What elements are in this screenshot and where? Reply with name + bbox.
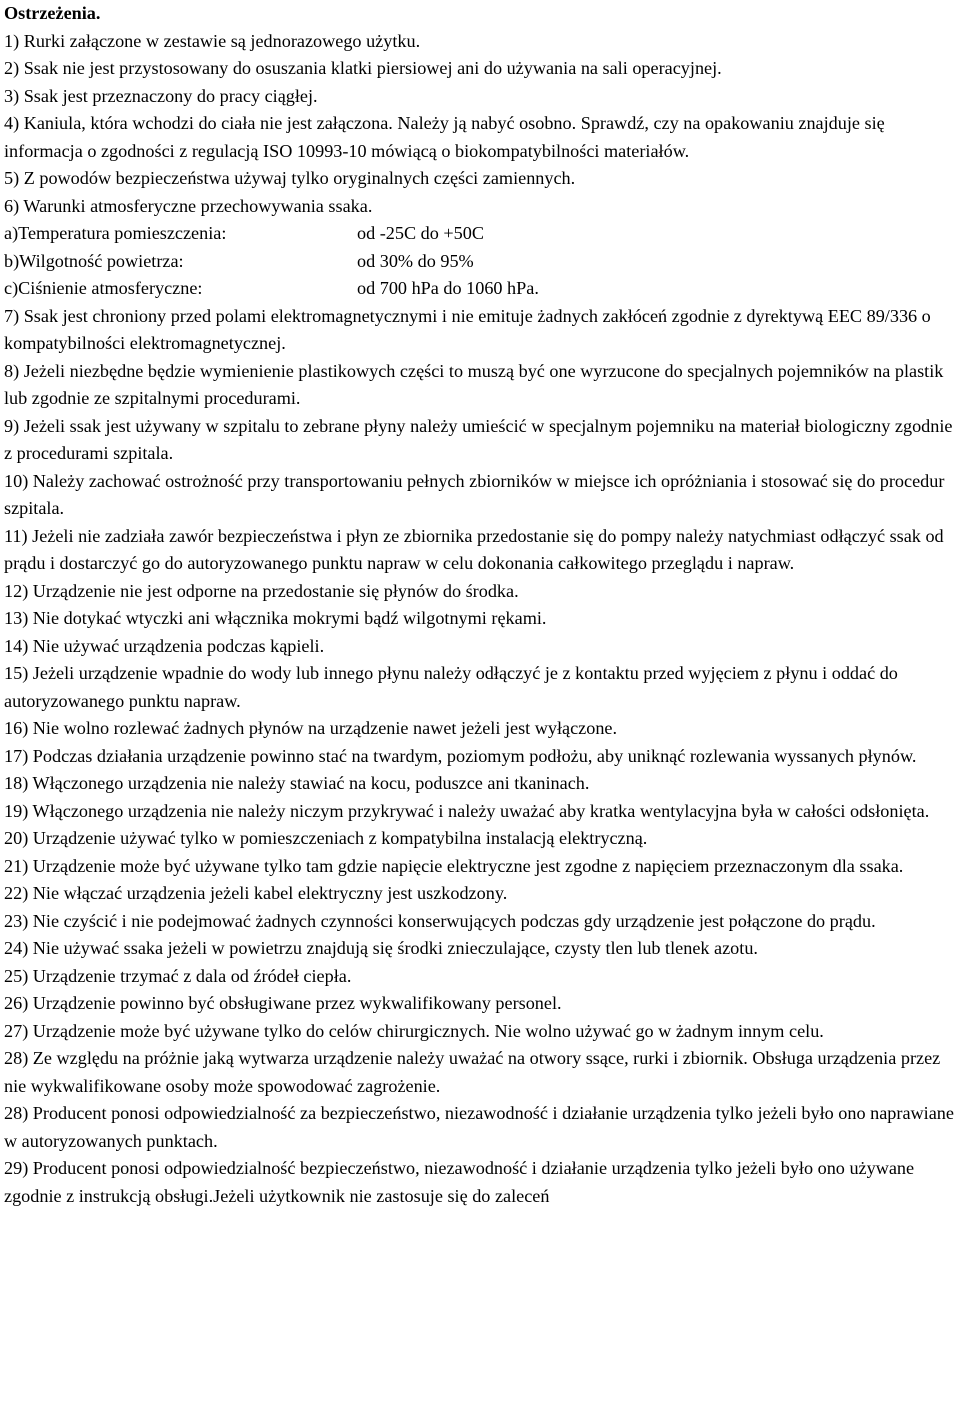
storage-conditions (4, 220, 958, 303)
warnings-list-before (4, 28, 958, 221)
condition-row-humidity (4, 248, 958, 276)
warning-item-12: 12) Urządzenie nie jest odporne na przedostanie się płynów do środka. (4, 580, 519, 601)
warning-item-7: 7) Ssak jest chroniony przed polami elektromagnetycznymi i nie emituje żadnych zakłóceń zgodnie z dyrektywą EEC 89/336 o kompatybilności elektromagnetycznej. (4, 305, 931, 353)
warning-item-17: 17) Podczas działania urządzenie powinno stać na twardym, poziomym podłożu, aby uniknąć rozlewania wyssanych płynów. (4, 745, 917, 766)
section-heading: Ostrzeżenia. (4, 3, 101, 23)
warning-item-22: 22) Nie włączać urządzenia jeżeli kabel elektryczny jest uszkodzony. (4, 883, 508, 903)
condition-label: b)Wilgotność powietrza: (4, 250, 184, 271)
condition-row-temperature (4, 220, 958, 248)
condition-value: od 30% do 95% (357, 250, 474, 271)
warning-item-11: 11) Jeżeli nie zadziała zawór bezpieczeństwa i płyn ze zbiornika przedostanie się do pompy należy natychmiast odłączyć ssak od prądu i dostarczyć go do autoryzowanego punktu napraw w celu dokonania całkowitego przeglądu i napraw. (4, 525, 944, 573)
warning-item-20: 20) Urządzenie używać tylko w pomieszczeniach z kompatybilna instalacją elektryczną. (4, 828, 648, 848)
warning-item-24: 24) Nie używać ssaka jeżeli w powietrzu znajdują się środki znieczulające, czysty tlen lub tlenek azotu. (4, 938, 758, 958)
warning-item-8: 8) Jeżeli niezbędne będzie wymienienie plastikowych części to muszą być one wyrzucone do specjalnych pojemników na plastik lub zgodnie ze szpitalnymi procedurami. (4, 360, 944, 408)
condition-row-pressure (4, 275, 958, 303)
condition-value: od -25C do +50C (357, 223, 484, 243)
warning-item-29: 29) Producent ponosi odpowiedzialność bezpieczeństwo, niezawodność i działanie urządzenia tylko jeżeli było ono używane zgodnie z instrukcją obsługi.Jeżeli użytkownik nie zastosuje się do zaleceń (4, 1158, 915, 1206)
warning-item-16: 16) Nie wolno rozlewać żadnych płynów na urządzenie nawet jeżeli jest wyłączone. (4, 718, 618, 738)
warning-item-5: 5) Z powodów bezpieczeństwa używaj tylko oryginalnych części zamiennych. (4, 168, 576, 188)
condition-label: c)Ciśnienie atmosferyczne: (4, 278, 203, 298)
warning-item-19: 19) Włączonego urządzenia nie należy niczym przykrywać i należy uważać aby kratka wentylacyjna była w całości odsłonięta. (4, 800, 930, 821)
condition-value: od 700 hPa do 1060 hPa. (357, 278, 539, 298)
warning-item-21: 21) Urządzenie może być używane tylko tam gdzie napięcie elektryczne jest zgodne z napięciem przeznaczonym dla ssaka. (4, 855, 904, 876)
warning-item-4: 4) Kaniula, która wchodzi do ciała nie jest załączona. Należy ją nabyć osobno. Sprawdź, czy na opakowaniu znajduje się informacja o zgodności z regulacją ISO 10993-10 mówiącą o biokompatybilności materiałów. (4, 113, 885, 161)
warning-item-10: 10) Należy zachować ostrożność przy transportowaniu pełnych zbiorników w miejsce ich opróżniania i stosować się do procedur szpitala. (4, 470, 945, 518)
warning-item-6: 6) Warunki atmosferyczne przechowywania ssaka. (4, 195, 373, 216)
warning-item-23: 23) Nie czyścić i nie podejmować żadnych czynności konserwujących podczas gdy urządzenie jest połączone do prądu. (4, 910, 876, 931)
warning-item-14: 14) Nie używać urządzenia podczas kąpieli. (4, 635, 325, 656)
warning-item-27: 27) Urządzenie może być używane tylko do celów chirurgicznych. Nie wolno używać go w żadnym innym celu. (4, 1020, 824, 1041)
warnings-list-after (4, 303, 958, 1211)
warning-item-25: 25) Urządzenie trzymać z dala od źródeł ciepła. (4, 965, 352, 986)
warning-item-9: 9) Jeżeli ssak jest używany w szpitalu to zebrane płyny należy umieścić w specjalnym pojemniku na materiał biologiczny zgodnie z procedurami szpitala. (4, 415, 953, 463)
document-page (4, 0, 958, 1427)
warning-item-3: 3) Ssak jest przeznaczony do pracy ciągłej. (4, 85, 318, 106)
warning-item-15: 15) Jeżeli urządzenie wpadnie do wody lub innego płynu należy odłączyć je z kontaktu przed wyjęciem z płynu i oddać do autoryzowanego punktu napraw. (4, 663, 898, 711)
warning-item-13: 13) Nie dotykać wtyczki ani włącznika mokrymi bądź wilgotnymi rękami. (4, 608, 547, 628)
condition-label: a)Temperatura pomieszczenia: (4, 223, 227, 243)
warning-item-26: 26) Urządzenie powinno być obsługiwane przez wykwalifikowany personel. (4, 993, 562, 1013)
warning-item-28a: 28) Ze względu na próżnie jaką wytwarza urządzenie należy uważać na otwory ssące, rurki i zbiornik. Obsługa urządzenia przez nie wykwalifikowane osoby może spowodować zagrożenie. (4, 1048, 941, 1096)
warning-item-2: 2) Ssak nie jest przystosowany do osuszania klatki piersiowej ani do używania na sali operacyjnej. (4, 58, 722, 78)
warning-item-1: 1) Rurki załączone w zestawie są jednorazowego użytku. (4, 30, 421, 51)
warning-item-28b: 28) Producent ponosi odpowiedzialność za bezpieczeństwo, niezawodność i działanie urządzenia tylko jeżeli było ono naprawiane w autoryzowanych punktach. (4, 1103, 954, 1151)
warning-item-18: 18) Włączonego urządzenia nie należy stawiać na kocu, poduszce ani tkaninach. (4, 773, 590, 793)
